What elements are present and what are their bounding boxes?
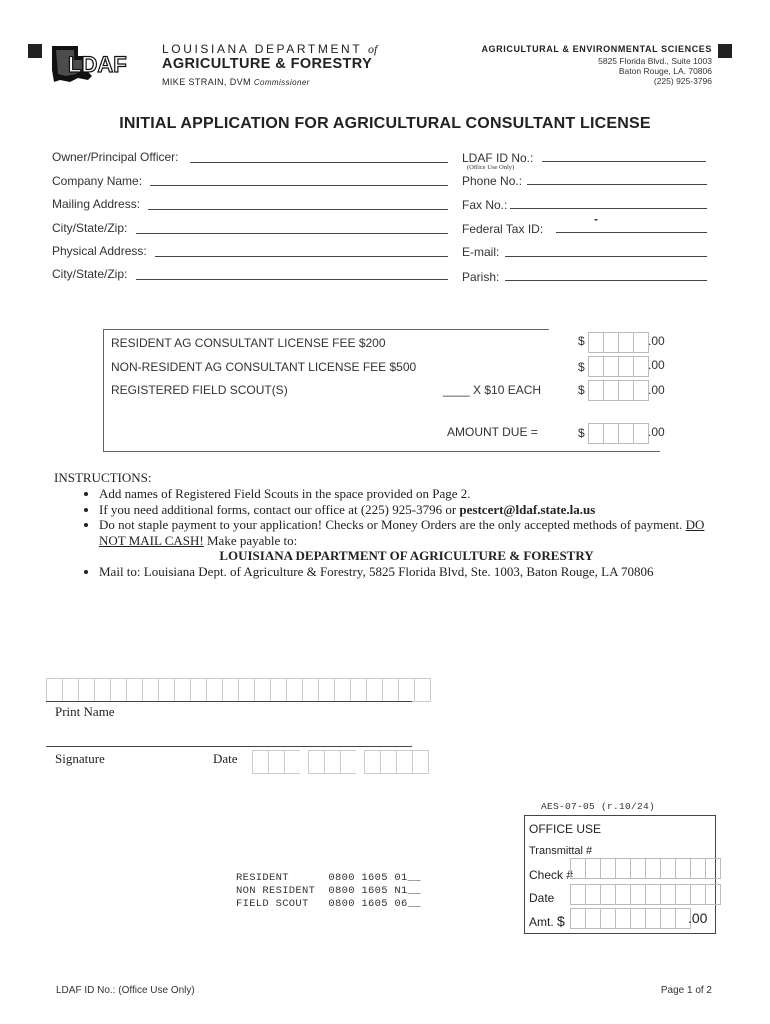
print-name-line [46, 701, 412, 702]
instructions [54, 470, 714, 579]
physical-address-field[interactable] [155, 256, 448, 257]
code-nonresident: NON RESIDENT 0800 1605 N1__ [236, 885, 421, 897]
parish-field[interactable] [505, 280, 707, 281]
print-name-label: Print Name [55, 704, 115, 719]
email-label: E-mail: [462, 245, 500, 259]
office-date-cells[interactable] [570, 884, 721, 905]
field-scout-cents: .00 [648, 383, 665, 397]
resident-fee-amount[interactable] [588, 332, 649, 353]
instruction-item: • Add names of Registered Field Scouts in the space provided on Page 2. [99, 486, 714, 502]
instructions-heading: INSTRUCTIONS: [54, 470, 152, 485]
physical-address-label: Physical Address: [52, 244, 147, 258]
corner-square-left [28, 44, 42, 58]
transmittal-label: Transmittal # [529, 845, 593, 857]
email-field[interactable] [505, 256, 707, 257]
field-scout-label: REGISTERED FIELD SCOUT(S) [111, 383, 288, 397]
field-scout-dollar: $ [578, 383, 585, 397]
fax-label: Fax No.: [462, 198, 508, 212]
amount-due-label: AMOUNT DUE = [447, 425, 538, 439]
print-name-cells[interactable] [46, 678, 431, 702]
page-number: Page 1 of 2 [660, 985, 712, 996]
parish-label: Parish: [462, 270, 500, 284]
phone-label: Phone No.: [462, 174, 523, 188]
contact-email[interactable]: pestcert@ldaf.state.la.us [459, 501, 596, 517]
nonresident-fee-cents: .00 [648, 358, 665, 372]
address-line2: Baton Rouge, LA. 70806 [618, 66, 712, 76]
office-date-label: Date [529, 891, 555, 905]
ldaf-logo [48, 40, 146, 88]
date-label: Date [213, 751, 238, 766]
company-label: Company Name: [52, 174, 143, 188]
ldaf-id-note: (Office Use Only) [467, 164, 515, 171]
ldaf-id-label: LDAF ID No.: [462, 151, 534, 165]
resident-fee-label: RESIDENT AG CONSULTANT LICENSE FEE $200 [111, 336, 386, 350]
owner-field[interactable] [190, 162, 448, 163]
code-resident: RESIDENT 0800 1605 01__ [236, 872, 421, 884]
nonresident-fee-label: NON-RESIDENT AG CONSULTANT LICENSE FEE $500 [111, 360, 417, 374]
city-state-zip-field[interactable] [136, 233, 448, 234]
field-scout-each: ____ X $10 EACH [443, 383, 542, 397]
check-label: Check # [529, 868, 574, 882]
department-name-line2: AGRICULTURE & FORESTRY [162, 56, 373, 72]
signature-label: Signature [55, 751, 105, 766]
company-field[interactable] [150, 185, 448, 186]
amount-due-cents: .00 [648, 425, 665, 439]
nonresident-fee-dollar: $ [578, 360, 585, 374]
commissioner: MIKE STRAIN, DVM Commissioner [162, 77, 310, 87]
physical-city-state-zip-field[interactable] [136, 279, 448, 280]
mailing-address-field[interactable] [148, 209, 448, 210]
account-codes [236, 872, 421, 911]
instruction-item: • Mail to: Louisiana Dept. of Agriculture & Forestry, 5825 Florida Blvd, Ste. 1003, Baton Rouge, LA 70806 [99, 564, 714, 580]
tax-id-dash: - [594, 212, 598, 226]
fax-field[interactable] [510, 208, 707, 209]
office-use-title: OFFICE USE [529, 822, 602, 836]
nonresident-fee-amount[interactable] [588, 356, 649, 377]
form-id: AES-07-05 (r.10/24) [541, 801, 656, 812]
amount-due-amount[interactable] [588, 423, 649, 444]
office-phone: (225) 925-3796 [653, 76, 712, 86]
phone-field[interactable] [527, 184, 707, 185]
corner-square-right [718, 44, 732, 58]
federal-tax-id-label: Federal Tax ID: [462, 222, 544, 236]
address-line1: 5825 Florida Blvd., Suite 1003 [598, 56, 712, 66]
owner-label: Owner/Principal Officer: [52, 150, 179, 164]
amt-label: Amt. $ [529, 913, 565, 929]
fee-box-top-border [103, 329, 549, 330]
ldaf-id-field[interactable] [542, 161, 706, 162]
code-field-scout: FIELD SCOUT 0800 1605 06__ [236, 898, 421, 910]
svg-text:LDAF: LDAF [68, 52, 127, 77]
field-scout-amount[interactable] [588, 380, 649, 401]
footer-ldaf-id: LDAF ID No.: (Office Use Only) [56, 985, 195, 996]
amount-due-dollar: $ [578, 426, 585, 440]
instruction-item: • Do not staple payment to your application! Checks or Money Orders are the only accepted methods of payment. DO NOT MAIL CASH! Make payable to: LOUISIANA DEPARTMENT OF AGRICULTURE & FORESTRY [99, 517, 714, 564]
federal-tax-id-field[interactable] [556, 232, 707, 233]
page-title: INITIAL APPLICATION FOR AGRICULTURAL CONSULTANT LICENSE [119, 115, 651, 132]
physical-city-state-zip-label: City/State/Zip: [52, 267, 128, 281]
instruction-item: • If you need additional forms, contact our office at (225) 925-3796 or pestcert@ldaf.state.la.us [99, 502, 714, 518]
date-cells[interactable] [252, 750, 429, 774]
resident-fee-cents: .00 [648, 334, 665, 348]
amt-cells[interactable] [570, 908, 691, 929]
department-name-line1: LOUISIANA DEPARTMENT of [162, 42, 378, 56]
check-number-cells[interactable] [570, 858, 721, 879]
amt-cents: .00 [688, 910, 708, 926]
signature-line[interactable] [46, 746, 412, 747]
division-name: AGRICULTURAL & ENVIRONMENTAL SCIENCES [481, 44, 712, 54]
payee-name: LOUISIANA DEPARTMENT OF AGRICULTURE & FORESTRY [219, 548, 594, 563]
resident-fee-dollar: $ [578, 334, 585, 348]
mailing-address-label: Mailing Address: [52, 197, 141, 211]
city-state-zip-label: City/State/Zip: [52, 221, 128, 235]
